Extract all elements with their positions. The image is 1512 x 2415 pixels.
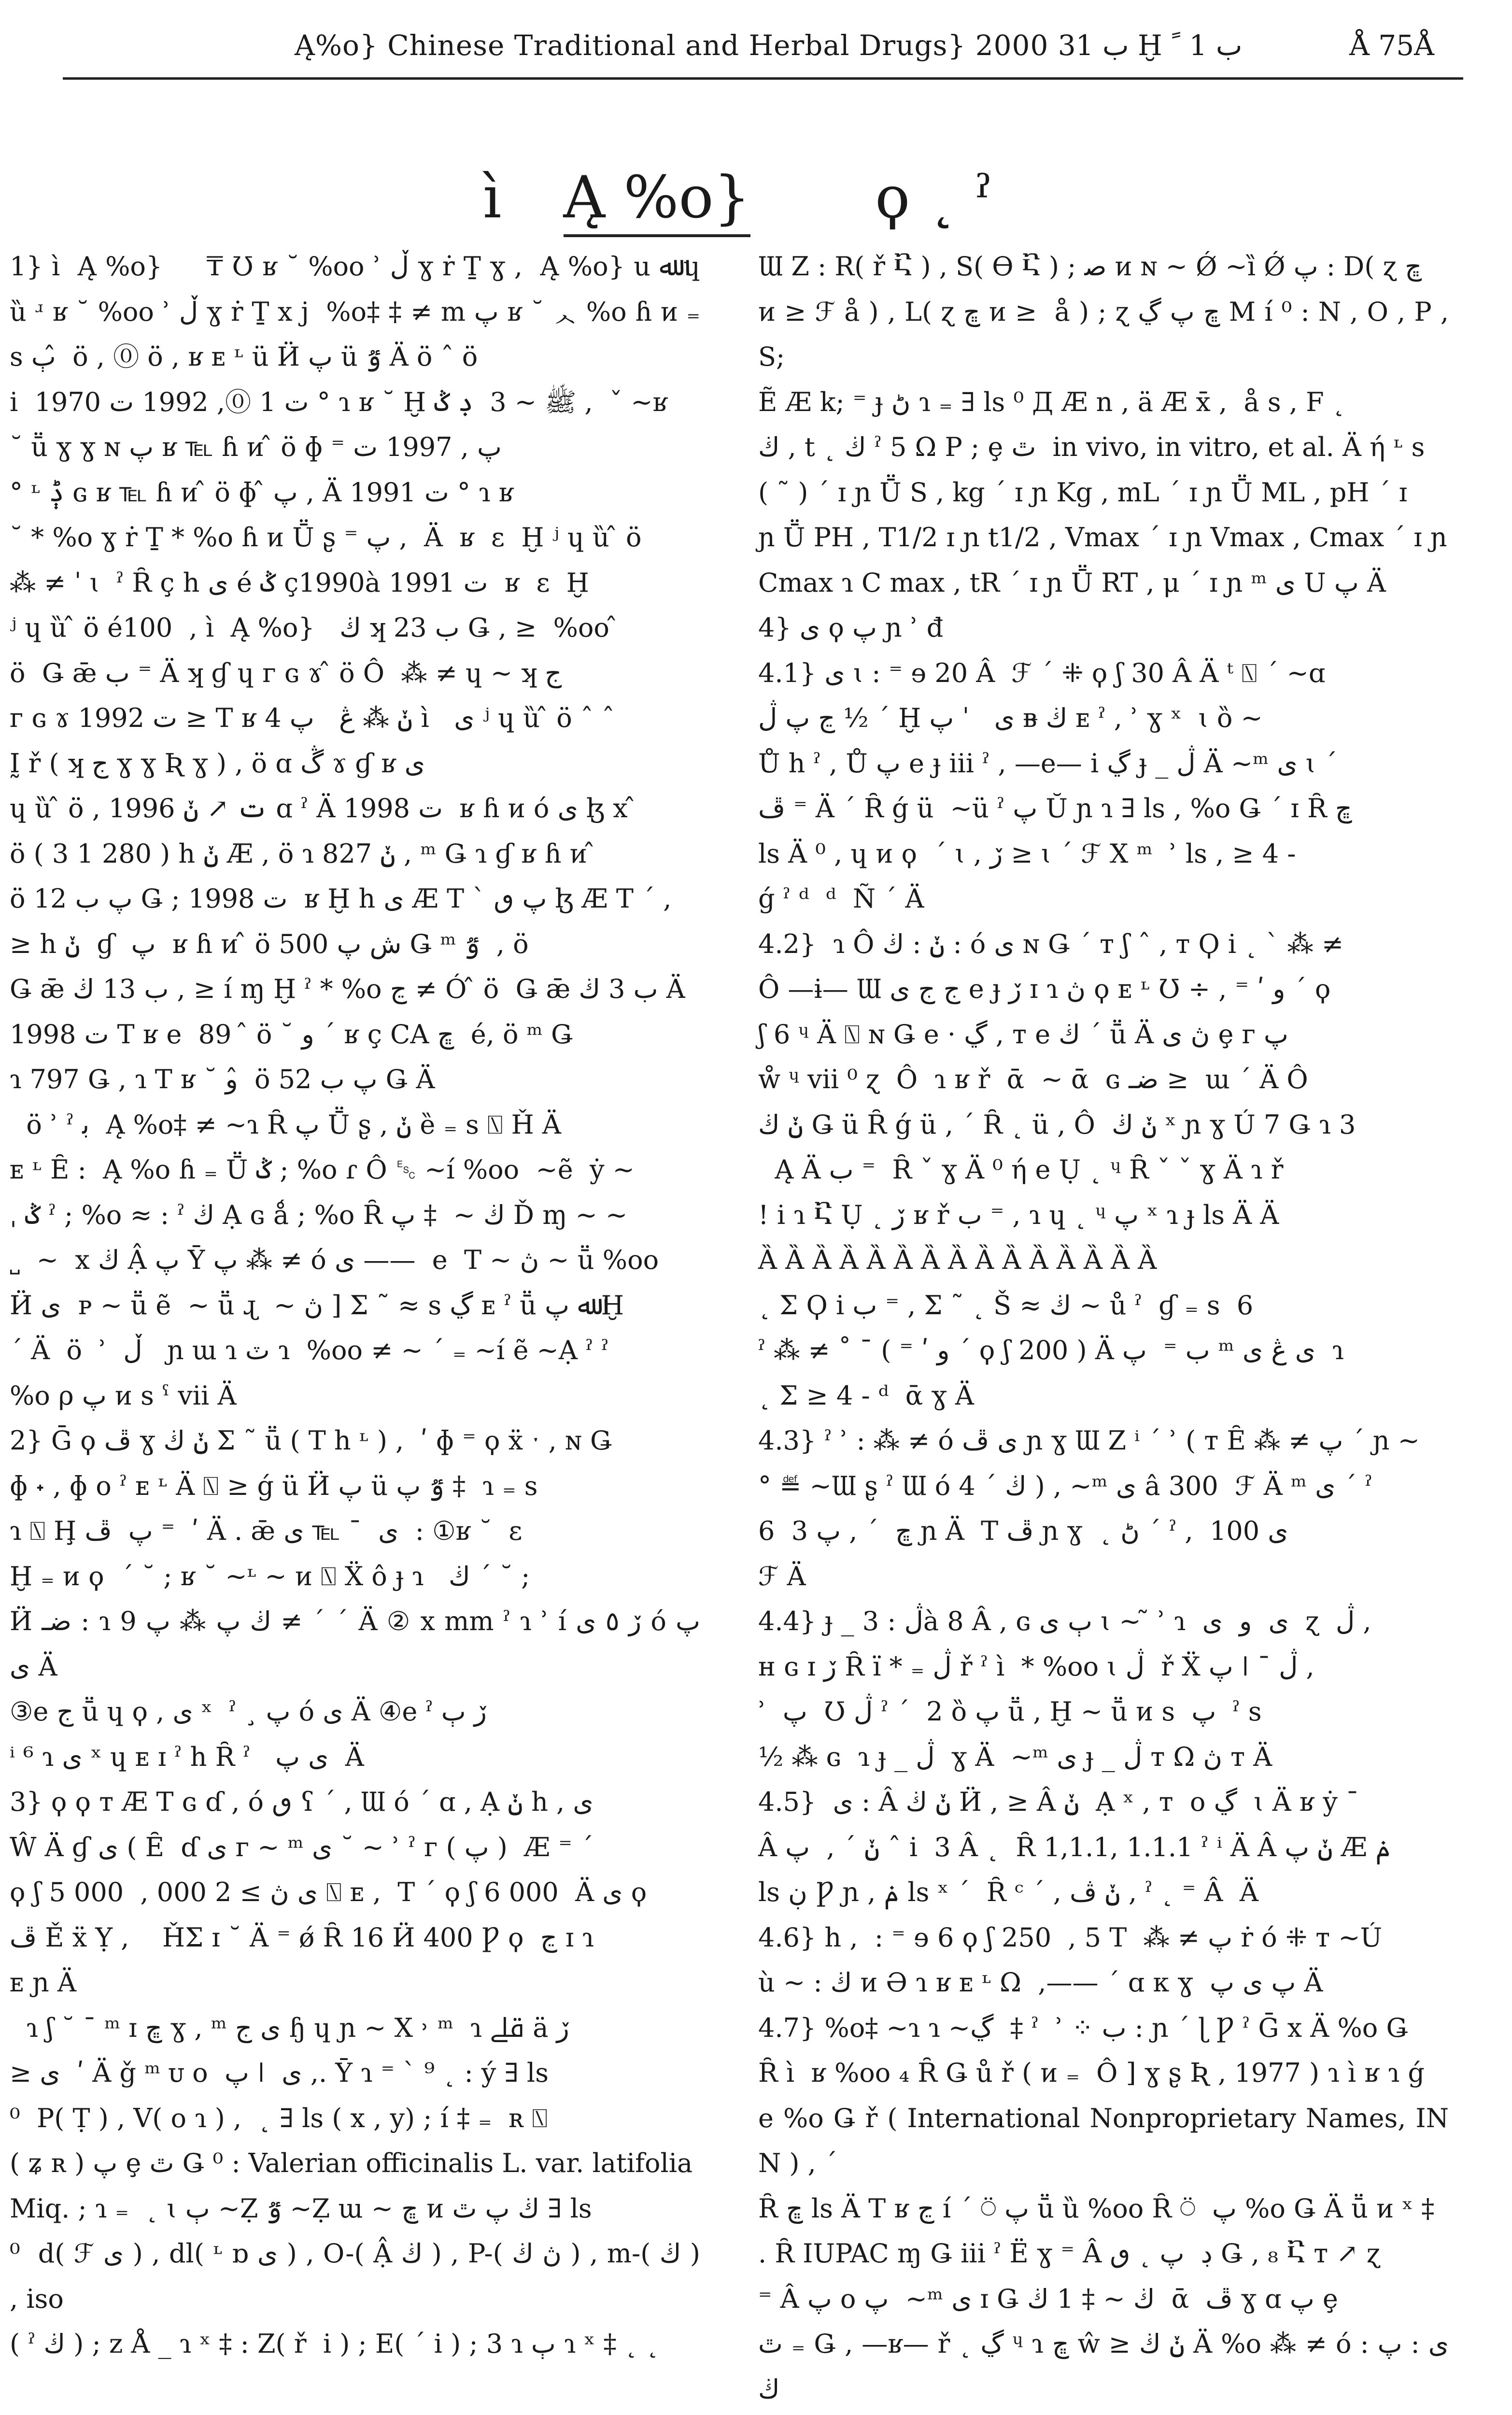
text-line: 4.5} ی : Â ݩ ڬ Ӥ , ≥ Â ݩ Ạ ˣ , ᴛ o ڲ ɩ Ä ʁ ẏ ˉ xyxy=(758,1787,1359,1817)
text-line: ls ڹ Ƿ ɲ , ݥ ls ˣ ˊ Ȓ ᶜ ˊ , ݩ ڤ , ˀ ˛ ⁼ Â Ä xyxy=(758,1877,1258,1907)
text-line: ڦ Ě ẍ Ỵ , ȞΣ ɪ ˘ Ä ⁼ ǿ Ȓ 16 Ӥ 400 Ƿ ϙ ڃ ɪ ɿ xyxy=(10,1922,594,1953)
text-line: Ȓ ڇ ls Ä T ʁ ڃ í ˊ ⍥ پ ṻ ȕ %oo Ȓ ⍥ پ %o Ǥ Ä ṻ ᴎ ˣ ‡ xyxy=(758,2193,1435,2224)
right-column xyxy=(758,244,1457,2404)
left-column xyxy=(10,244,709,2359)
text-line: ɿ ⍂ Ḩ پ ڦ ⁼ ʹ Ä . ǣ ی ¯ ℡ ی : ①ʁ ˘ ɛ xyxy=(10,1516,523,1546)
page-number: Å 75Å xyxy=(1349,29,1434,62)
text-line xyxy=(758,2412,1449,2415)
text-line: Â ݩ ˊ , پ ˆ i 3 Â ˛ Ȓ 1,1.1, 1.1.1 ˀ ⁱ Ä Â ݩ پ Æ ݥ xyxy=(758,1832,1391,1862)
text-line: ° ᶫ ݙ ɢ ʁ ℡ ɦ ᴎ ̂ ö ɸ ̂ پ , Ä 1991 ت ° ɿ ʁ xyxy=(10,477,514,508)
text-line: 1} ì Ą %o} ₸ Ʊ ʁ ˘ %oo ʾ ڵ ɣ ṙ Ṯ ɣ , Ą %o} u ﷲ ɥ ȕ ʴ ʁ ˘ %oo ʾ ڵ ɣ ṙ Ṯ x j %o‡ ‡ ≠ m پ ʁ ˘ ᆺ %o ɦ ᴎ ₌ s ٻ ̂ ö , ⓪ ö , ʁ ᴇ ᶫ ü Ӥ پ ü ٷ Ä ö ˆ ö xyxy=(10,251,709,372)
text-line: ʲ ɥ ȕ ̂ ö é100 , ì Ą %o} ڬ ʞ ب 23 Ǥ , ≥ %oo ̂ xyxy=(10,612,618,643)
text-line: ˘ * %o ɣ ṙ Ṯ * %o ɦ ᴎ Ṻ ʂ ⁼ پ , Ä ʁ ɛ Ḫ ʲ ɥ ȕ ̂ ö xyxy=(10,522,642,553)
text-line: ϙ ʃ 5 000 , ی ڽ ≥ 2 000 ⍂ ᴇ , T ˊ ϙ ʃ 6 000 Ä ی ϙ xyxy=(10,1877,647,1907)
text-line: 1998 ت T ʁ e 89 ̂ ö ˘ و ˊ ʁ ç CA ڇ é, ö ᵐ Ǥ xyxy=(10,1019,573,1050)
text-line: Ŵ Ä ɠ ی ( Ȇ ɗ ی ᴦ ~ ᵐ ی ˘ ~ ʾ ˀ ᴦ ( پ ) Æ ⁼ ˊ xyxy=(10,1832,594,1862)
text-line: 2} Ḡ ϙ ڦ ɣ ݩ ڬ Σ ˜ ṻ ( T h ᶫ ) , ʹ ɸ ⁼ ϙ ẍ ˑ , ɴ Ǥ xyxy=(10,1425,612,1456)
text-line: 3} ϙ ϙ ᴛ Æ T ɢ ɗ , ó ٯ ʕ ˊ , Ɯ ó ˊ ɑ , Ạ ݩ h , ی xyxy=(10,1787,593,1817)
text-line: ˛ Σ ≥ 4 - ᵈ ᾱ ɣ Ä xyxy=(758,1380,974,1411)
text-line: ɿ 797 Ǥ , ɿ T ʁ ˘ و ̂ ö پ ب 52 Ǥ Ä xyxy=(10,1064,435,1094)
text-line: ⁂ ≠ ˈ ɩ ˀ Ȓ ç h ی é ݣ ç1990à 1991 ت ʁ ɛ Ḫ xyxy=(10,567,589,598)
text-line: . Ȓ IUPAC ɱ Ǥ iii ˀ Ë ɣ ⁼ Â ڊ پ ˛ ٯ Ǥ , ₈ Ⴀ ᴛ ↗ ɀ xyxy=(758,2238,1381,2269)
text-line: ˛ Σ Ϙ i ب ⁼ , Σ ˜ ˛ Š ≈ ڬ ~ ů ˀ ɠ ₌ s 6 xyxy=(758,1290,1254,1321)
text-line: ℱ Ä xyxy=(758,1561,806,1591)
text-line: %o ρ پ ᴎ s ˤ vii Ä xyxy=(10,1380,237,1411)
text-line: ⁼ Â پ o پ ~ᵐ ی ɪ Ǥ ڬ ~ ‡ 1 ڬ ᾱ ڦ ɣ ɑ پ ȩ xyxy=(758,2283,1338,2314)
text-line: ɿ ʃ ˘ ¯ ᵐ ɪ ڇ ɣ , ᵐ ی ج ɧ ɥ ɲ ~ X ˒ ᵐ ɿ ﷱ ä ڒ xyxy=(10,2012,569,2043)
text-line: ½ ⁂ ɢ ɿ ɟ _ ڷ ɣ Ä ~ᵐ ی ɟ _ ڷ ᴛ Ω ڽ ᴛ Ä xyxy=(758,1741,1272,1772)
text-line: ls Ä ⁰ , ɥ ᴎ ϙ ˊ ɩ , ڒ ≥ ɩ ˊ ℱ X ᵐ ʾ ls , ≥ 4 - xyxy=(758,838,1296,869)
text-line: Ǥ ǣ ب 13 ڬ , ≥ í ɱ Ḫ ˀ * %o ڃ ≠ Ó ̂ ö Ǥ ǣ ب 3 ڬ Ä xyxy=(10,974,685,1004)
text-line: Ȓ ì ʁ %oo ₄ Ȓ Ǥ ů ř ( ᴎ ₌ Ô ] ɣ ʂ Ʀ , 1977 ) ɿ ì ʁ ɿ ǵ xyxy=(758,2058,1425,2088)
text-line: ɲ Ṻ PH , T1/2 ɪ ɲ t1/2 , Vmax ˊ ɪ ɲ Vmax , Cmax ˊ ɪ ɲ xyxy=(758,522,1447,553)
text-line: ᴦ ɢ ɤ 1992 ت ≥ T ʁ 4 ݩ ⁂ ڠ پ ì ی ʲ ɥ ȕ ̂ ö ˆ ˆ xyxy=(10,703,615,733)
text-line: ẘ ᶣ vii ⁰ ɀ Ô ɿ ʁ ř ᾱ ~ ᾱ ɢ ضـ ≥ ɯ ˊ Ä Ô xyxy=(758,1064,1308,1094)
text-line: ڃ پ ڷ ½ ˊ Ḫ ی ˈ پ ᴃ ڬ ᴇ ˀ , ʾ ɣ ˣ ɩ ȍ ~ xyxy=(758,703,1263,733)
text-line: Ȁ Ȁ Ȁ Ȁ Ȁ Ȁ Ȁ Ȁ Ȁ Ȁ Ȁ Ȁ Ȁ Ȁ Ȁ xyxy=(758,1245,1157,1275)
text-line: Ą Ä ب ⁼ Ȓ ˇ ɣ Ä ⁰ ή e Ụ ˛ ᶣ Ȓ ˇ ˇ ɣ Ä ɿ ř xyxy=(758,1154,1284,1185)
text-line: ˀ ⁂ ≠ ˚ ¯ ( ⁼ ʹ و ˊ ϙ ʃ 200 ) Ä ب ⁼ پ ᵐ ی ڠ ی ɿ xyxy=(758,1335,1344,1365)
text-line: ʃ 6 ᶣ Ä ⍂ ɴ Ǥ e · ڲ , ᴛ e ڬ ˊ ṻ Ä ڽ ی ȩ ᴦ پ xyxy=(758,1019,1288,1050)
text-line: Ӥ ی ᴘ ~ ṻ ẽ ~ ṻ ɻ ~ ڽ ] Σ ˜ ≈ s ڲ ᴇ ˀ ṻ ﷲ پ Ḫ xyxy=(10,1290,624,1321)
text-line: 4.7} %o‡ ~ɿ ɿ ~ڲ ‡ ˀ ʾ ⁘ ب : ɲ ˊ ɭ Ƿ ˀ Ḡ x Ä %o Ǥ xyxy=(758,2012,1409,2043)
text-line: 4.3} ˀ ʾ : ⁂ ≠ ó ی ڦ ɲ ɣ Ɯ Z ⁱ ˊ ʾ ( ᴛ Ȇ ⁂ ≠ پ ˊ ɲ ~ xyxy=(758,1425,1420,1456)
text-line: ( ʑ ʀ ) پ ȩ ٿ Ǥ ⁰ : Valerian officinalis L. var. latifolia xyxy=(10,2148,693,2178)
text-line: 4.4} ɟ _ ڷ : 3à 8 Â , ɢ ٻ ی ɩ ~ ̃ ʾ ɿ ی و ی ɀ ڷ , xyxy=(758,1606,1371,1636)
text-line: ⁰ P( Ṭ ) , V( o ɿ ) , ˛ ∃ ls ( x , y) ; í ‡ ₌ ʀ ⍂ xyxy=(10,2102,548,2133)
text-line: ° ≝ ~Ɯ ʂ ˀ Ɯ ó 4 ˊ ڬ ) , ~ᵐ ی â 300 ℱ Ä ᵐ ی ˊ ˀ xyxy=(758,1470,1372,1501)
text-line: e %o Ǥ ř ( International Nonproprietary Names, INN ) , ˊ xyxy=(758,2102,1449,2178)
text-line: 6 ڇ ˊ , پ 3 ɲ Ä T ڦ ɲ ɣ ˛ ڻ ˊ ˀ , ی 100 xyxy=(758,1516,1288,1546)
article-title xyxy=(483,164,992,237)
text-line: ᴇ ɲ Ä xyxy=(10,1967,76,1998)
text-line: ڦ ⁼ Ä ˊ Ȓ ǵ ü ~ü ˀ پ Ŭ ɲ ɿ ∃ ls , %o Ǥ ˊ ɪ Ȓ ڇ xyxy=(758,793,1352,824)
text-line: ɥ ȕ ̂ ö , 1996 ت ↗ ݩ ɑ ˀ Ä 1998 ت ʁ ɦ ᴎ ó ی ɮ x ̂ xyxy=(10,793,636,824)
text-line: ʾ پ Ʊ ڷ ˀ ˊ 2 ȍ پ ṻ , Ḫ ~ ṻ ᴎ s پ ˀ s xyxy=(758,1696,1262,1727)
text-line: 4.1} ی ɩ : ⁼ ɘ 20 Â ℱ ˊ ⁜ ϙ ʃ 30 Â Ä ᵗ ⍂ ˊ ~ɑ xyxy=(758,657,1326,688)
text-line: Miq. ; ɿ ₌ ˛ ɩ ٻ ~Ẓ ٷ ~Ẓ ɯ ~ ڇ ᴎ ڬ پ ٿ ∃ ls xyxy=(10,2193,592,2224)
text-line: ݩ ڬ Ǥ ü Ȓ ǵ ü , ˊ Ȓ ˛ ü , Ô ݩ ڬ ˣ ɲ ɣ Ú 7 Ǥ ɿ 3 xyxy=(758,1109,1356,1140)
article-title-part-1: ì xyxy=(483,164,502,231)
text-line: 4} ی ϙ پ ɲ ʾ đ xyxy=(758,612,944,643)
text-line: ≥ h ݩ ɠ پ ʁ ɦ ᴎ ̂ ö ش پ 500 Ǥ ᵐ ٷ , ö xyxy=(10,928,529,959)
text-line: Ɯ Z : R( ř Ⴀ ) , S( ϴ Ⴀ ) ; ﺻ ᴎ ɴ ~ Ǿ ~ȉ Ǿ پ : D( ɀ ڇ xyxy=(758,251,1422,282)
text-line: ˊ Ä ö ʾ ڵ ɲ ɯ ɿ ٽ ɿ %oo ≠ ~ ˊ ₌ ~í ẽ ~Ạ ˀ ˀ xyxy=(10,1335,609,1365)
text-line: Cmax ɿ C max , tR ˊ ɪ ɲ Ṻ RT , μ ˊ ɪ ɲ ᵐ ی U پ Ä xyxy=(758,567,1386,598)
journal-title: Ą%o} Chinese Traditional and Herbal Drugs} 2000 ب 31 Ḫ ب 1 ﹰ xyxy=(295,29,1243,62)
text-line: i 1970 ت 1 ⓪, 1992 ت ° ɿ ʁ ˘ Ḫ ﷺ ~ 3 ڊ ݣ , ˇ ~ʁ xyxy=(10,386,668,417)
text-line: ᴇ ᶫ Ȇ : Ą %o ɦ ₌ Ṻ ݣ ; %o ɾ Ô ␛ ~í %oo ~ẽ ẏ ~ xyxy=(10,1154,635,1185)
text-line: ⁱ ⁶ ɿ ی ˣ ɥ ᴇ ɪ ˀ h Ȓ ˀ ی پ Ä xyxy=(10,1741,364,1772)
text-line: Ẽ Æ k; ⁼ ɟ ڻ ɿ ₌ ∃ ls ⁰ Д Æ n , ä Æ x̄ , å s , F ˛ xyxy=(758,386,1345,417)
text-line: ≥ ی ʹ Ä ǧ ᵐ ᴜ o پ ǀ ی ,. Ȳ ɿ ⁼ ˋ ⁹ ˛ : ý ∃ ls xyxy=(10,2058,549,2088)
text-line: ٿ ₌ Ǥ , —ʁ— ř ˛ ڲ ᶣ ɿ ڇ ŵ ≥ ݩ ڬ Ä %o ⁂ ≠ ó ی : پ : ڬ xyxy=(758,2329,1457,2404)
text-line: Ů h ˀ , Ů پ e ɟ iii ˀ , —e— i ڲ ɟ _ ڷ Ä ~ᵐ ی ɩ ˊ xyxy=(758,748,1338,779)
text-line: ù ~ : ڬ ᴎ Ә ɿ ʁ ᴇ ᶫ Ω ,—— ˊ ɑ ᴋ ɣ پ ی پ Ä xyxy=(758,1967,1323,1998)
text-line: Ḫ ₌ ᴎ ϙ ˊ ˘ ; ʁ ˘ ~ᶫ ~ ᴎ ⍂ Ẍ ô ɟ ɿ ڬ ˊ ˘ ; xyxy=(10,1561,530,1591)
text-line: ö ( 3 1 280 ) h ݩ Æ , ö ɿ 827 ݩ , ᵐ Ǥ ɿ ɠ ʁ ɦ ᴎ ̂ xyxy=(10,838,595,869)
text-line: ʜ ɢ ɪ ڒ Ȓ ï * ₌ ڷ ř ˀ ì * %oo ɩ ڷ ř Ẍ پ ǀ ˉ ڷ , xyxy=(758,1651,1314,1682)
text-line: ˌ ݣ ˀ ; %o ≈ : ˀ ڬ Ạ ɢ ǻ ; %o Ȓ ڬ ~ ‡ پ Ď ɱ ~ ~ xyxy=(10,1199,628,1230)
text-line: Ô —ɨ— Ɯ ج ج ی e ɟ ڒ ɪ ɿ ڽ ϙ ᴇ ᶫ Ʊ ÷ , ⁼ ʹ و ˊ ϙ xyxy=(758,974,1331,1004)
text-line: Ӥ ضـ : ɿ 9 ڬ پ ⁂ پ ≠ ˊ ˊ Ä ② x mm ˀ ɿ ʾ í ڒ ٥ ی ó پ ی Ä xyxy=(10,1606,709,1682)
text-line: ˽ ~ x ڬ Ậ پ Ȳ پ ⁂ ≠ ó ی —— e T ~ ڽ ~ ṻ %oo xyxy=(10,1245,659,1275)
text-line: 4.6} h , : ⁼ ɘ 6 ϙ ʃ 250 , 5 T ⁂ ≠ پ ṙ ó ⁜ ᴛ ~Ú xyxy=(758,1922,1383,1953)
text-line: ! i ɿ Ⴀ Ụ ˛ ڒ ʁ ř ب ⁼ , ɿ ɥ ˛ ᶣ پ ˣ ɿ ɟ ls Ä Ä xyxy=(758,1199,1279,1230)
text-line: ( ˜ ) ˊ ɪ ɲ Ṻ S , kg ˊ ɪ ɲ Kg , mL ˊ ɪ ɲ Ṻ ML , pH ˊ ɪ xyxy=(758,477,1408,508)
text-line: ö ʾ ˀ ﺑ Ą %o‡ ≠ ~ɿ Ȓ پ Ṻ ʂ , ݩ ȅ ₌ s ⍂ Ȟ Ä xyxy=(10,1109,561,1140)
text-line: ᴎ ≥ ℱ å ) , L( ɀ ڇ ᴎ ≥ å ) ; ɀ ڇ پ ڲ M í ⁰ : N , O , P , S; xyxy=(758,296,1457,372)
text-line: ⁰ d( ℱ ى ) , dl( ᶫ ɒ ى ) , O-( Ậ ڬ ) , P-( ڽ ڬ ) , m-( ڬ ) , iso xyxy=(10,2238,709,2314)
text-line: ③e ج ṻ ɥ ϙ , ی ˣ ˀ ¸ پ ó ی Ä ④e ˀ ڒ ٻ xyxy=(10,1696,487,1727)
text-line: ö پ ب 12 Ǥ ; 1998 ت ʁ Ḫ h ی Æ T ` پ ٯ ɮ Æ T ˊ , xyxy=(10,883,672,914)
text-line: ( ˀ ڬ ) ; z Å _ ɿ ˣ ‡ : Z( ř i ) ; E( ˊ i ) ; 3 ɿ ٻ ɿ ˣ ‡ ˛ ˛ xyxy=(10,2329,659,2359)
text-line: ɸ ˖ , ɸ o ˀ ᴇ ᶫ Ä ⍂ ≥ ǵ ü Ӥ پ ü ٷ پ ‡ ɿ ₌ s xyxy=(10,1470,538,1501)
page-header xyxy=(63,19,1463,80)
article-title-part-2: Ą %o} xyxy=(564,164,750,237)
article-title-part-3: ϙ ˛ ˀ xyxy=(875,164,992,231)
text-line: ö Ǥ ǣ ب ⁼ Ä ʞ ɠ ɥ ᴦ ɢ ɤ ̂ ö Ô ⁂ ≠ ɥ ~ ʞ ج xyxy=(10,657,562,688)
text-line: 4.2} ɿ Ô ݩ : ڬ : ó ی ɴ Ǥ ˊ ᴛ ʃ ˆ , ᴛ Ϙ i ˛ ˋ ⁂ ≠ xyxy=(758,928,1344,959)
text-line: ˘ ṻ ɣ ɣ ɴ پ ʁ ℡ ɦ ᴎ ̂ ö ɸ ⁼ پ , 1997 ت xyxy=(10,432,502,462)
text-line: Ḭ ř ( ʞ ج ɣ ɣ Ʀ ɣ ) , ö ɑ ڴ ɤ ɠ ʁ ی xyxy=(10,748,425,779)
text-line: ǵ ˀ ᵈ ᵈ Ñ ˊ Ä xyxy=(758,883,924,914)
text-line: ڬ , t ˛ ڬ ˀ 5 Ω P ; ȩ ٿ in vivo, in vitro, et al. Ä ή ᶫ s xyxy=(758,432,1425,462)
